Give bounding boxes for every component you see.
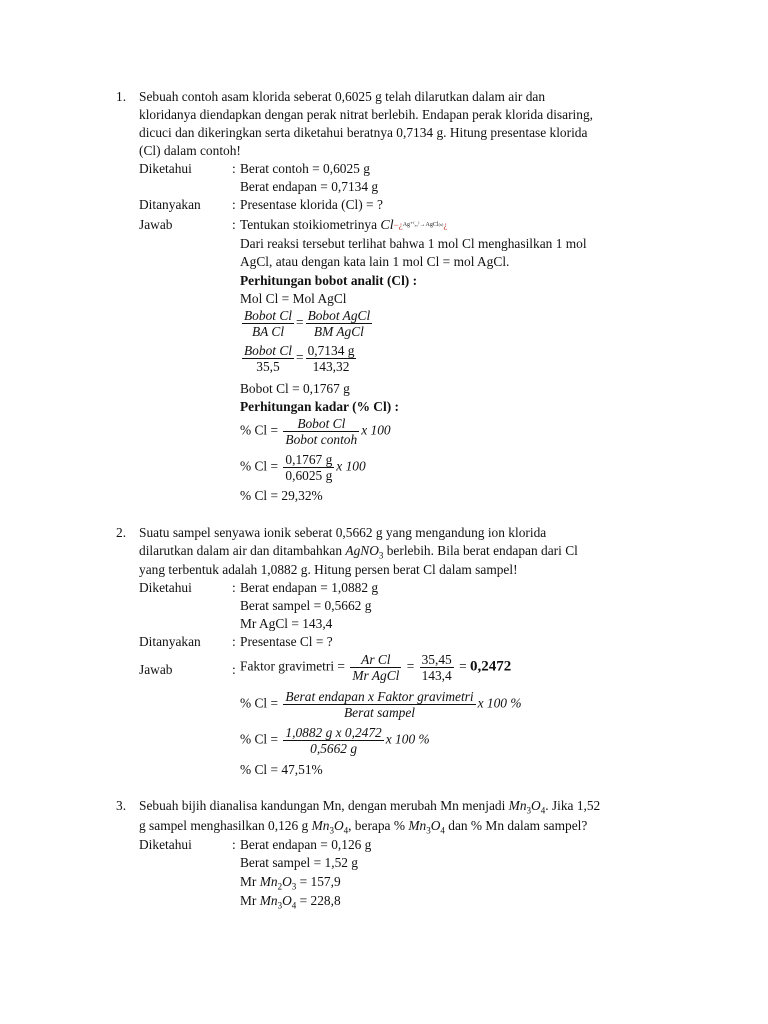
- fraction: $\frac{\text{Bobot Cl}}{\text{BA Cl}}$: [244, 308, 292, 339]
- q1-ditanyakan-value: Presentase klorida (Cl) = ?: [240, 197, 383, 212]
- q1-text-line: Sebuah contoh asam klorida seberat 0,6025 g telah dilarutkan dalam air dan: [139, 89, 546, 104]
- fraction: $\frac{\text{Ar Cl}}{\text{Mr AgCl}}$: [352, 652, 400, 683]
- q1-ditanyakan-label: Ditanyakan: [139, 197, 201, 212]
- fraction: $\frac{\text{Bobot AgCl}}{\text{BM AgCl}}$: [307, 308, 371, 339]
- q2-text-line: yang terbentuk adalah 1,0882 g. Hitung persen berat Cl dalam sampel!: [139, 562, 518, 577]
- q2-text-line: Suatu sampel senyawa ionik seberat 0,5662 g yang mengandung ion klorida: [139, 525, 547, 540]
- q1-text: AgCl, atau dengan kata lain 1 mol Cl = mol AgCl.: [240, 254, 510, 269]
- fraction: $\frac{\text{1,0882 g x 0,2472}}{0,5662 g}$: [285, 725, 382, 756]
- q1-heading-bobot: Perhitungan bobot analit (Cl) :: [240, 273, 418, 288]
- fraction: $\frac{\text{Bobot Cl}}{\text{Bobot contoh}}$: [285, 416, 358, 447]
- q3-diketahui-value: Berat endapan = 0,126 g: [240, 837, 372, 852]
- q2-diketahui-value: Mr AgCl = 143,4: [240, 616, 333, 631]
- q2-ditanyakan-label: Ditanyakan: [139, 634, 201, 649]
- q1-diketahui-value: Berat endapan = 0,7134 g: [240, 179, 379, 194]
- q2-diketahui-value: Berat endapan = 1,0882 g: [240, 580, 379, 595]
- q1-fraction-eq-2: $\frac{\text{Bobot Cl}}{35,5}$ = $\frac{0,7134 g}{143,32}$: [244, 343, 355, 374]
- colon: :: [232, 634, 236, 649]
- q1-jawab-intro: Tentukan stoikiometrinya: [240, 217, 378, 232]
- q1-text-line: dicuci dan dikeringkan serta diketahui beratnya 0,7134 g. Hitung presentase klorida: [139, 125, 588, 140]
- q1-reaction-tiny: Ag⁺⁽ₐₒ⁾→AgCl₍ₛ₎: [402, 222, 444, 228]
- q2-pct-calc: % Cl = $\frac{\text{1,0882 g x 0,2472}}{0,5662 g}$ x 100 %: [240, 725, 430, 756]
- q3-number: 3.: [116, 798, 127, 813]
- q2-pct-formula: % Cl = $\frac{\text{Berat endapan x Faktor gravimetri}}{\text{Berat sampel}}$ x 100 %: [240, 689, 522, 720]
- q1-number: 1.: [116, 89, 127, 104]
- q3-diketahui-label: Diketahui: [139, 837, 192, 852]
- q1-text: Dari reaksi tersebut terlihat bahwa 1 mol Cl menghasilkan 1 mol: [240, 236, 587, 251]
- q1-text-line: (Cl) dalam contoh!: [139, 143, 241, 158]
- q2-faktor-eq: Faktor gravimetri = $\frac{\text{Ar Cl}}{\text{Mr AgCl}}$ = $\frac{35,45}{143,4}$ = 0,2472: [240, 652, 512, 683]
- q2-diketahui-value: Berat sampel = 0,5662 g: [240, 598, 372, 613]
- q1-jawab-label: Jawab: [139, 217, 173, 232]
- colon: :: [232, 837, 236, 852]
- colon: :: [232, 580, 236, 595]
- q2-jawab-label: Jawab: [139, 662, 173, 677]
- q1-diketahui-label: Diketahui: [139, 161, 192, 176]
- q1-diketahui-value: Berat contoh = 0,6025 g: [240, 161, 370, 176]
- fraction: $\frac{0,1767 g}{0,6025 g}$: [285, 452, 333, 483]
- q1-pct-formula: % Cl = $\frac{\text{Bobot Cl}}{\text{Bobot contoh}}$ x 100: [240, 416, 391, 447]
- fraction: $\frac{35,45}{143,4}$: [421, 652, 452, 683]
- q3-diketahui-value: Berat sampel = 1,52 g: [240, 855, 358, 870]
- q1-mol-eq: Mol Cl = Mol AgCl: [240, 291, 347, 306]
- q1-reaction-line: [240, 216, 448, 235]
- fraction: $\frac{\text{Bobot Cl}}{35,5}$: [244, 343, 292, 374]
- q2-diketahui-label: Diketahui: [139, 580, 192, 595]
- fraction: $\frac{0,7134 g}{143,32}$: [307, 343, 355, 374]
- q2-number: 2.: [116, 525, 127, 540]
- q1-reaction-cl: Cl: [380, 218, 394, 233]
- q3-mr-mn3o4: Mr $Mn_3O_4 = 228,8$: [240, 893, 341, 911]
- fraction: $\frac{\text{Berat endapan x Faktor gravimetri}}{\text{Berat sampel}}$: [285, 689, 474, 720]
- q1-reaction-charge: −¿: [393, 220, 403, 230]
- q3-text-line: Sebuah bijih dianalisa kandungan Mn, dengan merubah Mn menjadi $Mn_3O_4$. Jika 1,52: [139, 798, 601, 816]
- q3-mr-mn2o3: Mr $Mn_2O_3 = 157,9$: [240, 874, 341, 892]
- q1-heading-kadar: Perhitungan kadar (% Cl) :: [240, 399, 399, 414]
- colon: :: [232, 217, 236, 232]
- colon: :: [232, 161, 236, 176]
- q2-text-line: dilarutkan dalam air dan ditambahkan AgNO$_3$ berlebih. Bila berat endapan dari Cl: [139, 543, 578, 561]
- q1-pct-calc: % Cl = $\frac{0,1767 g}{0,6025 g}$ x 100: [240, 452, 366, 483]
- q2-result: % Cl = 47,51%: [240, 762, 323, 777]
- q3-text-line: g sampel menghasilkan 0,126 g $Mn_3O_4$, berapa % $Mn_3O_4$ dan % Mn dalam sampel?: [139, 818, 588, 836]
- colon: :: [232, 197, 236, 212]
- q1-result: % Cl = 29,32%: [240, 488, 323, 503]
- q1-fraction-eq-1: $\frac{\text{Bobot Cl}}{\text{BA Cl}}$ = $\frac{\text{Bobot AgCl}}{\text{BM AgCl}}$: [244, 308, 371, 339]
- q2-ditanyakan-value: Presentase Cl = ?: [240, 634, 333, 649]
- colon: :: [232, 662, 236, 677]
- q1-reaction-end: ¿: [443, 220, 448, 230]
- q1-bobot-result: Bobot Cl = 0,1767 g: [240, 381, 350, 396]
- q1-text-line: kloridanya diendapkan dengan perak nitrat berlebih. Endapan perak klorida disaring,: [139, 107, 593, 122]
